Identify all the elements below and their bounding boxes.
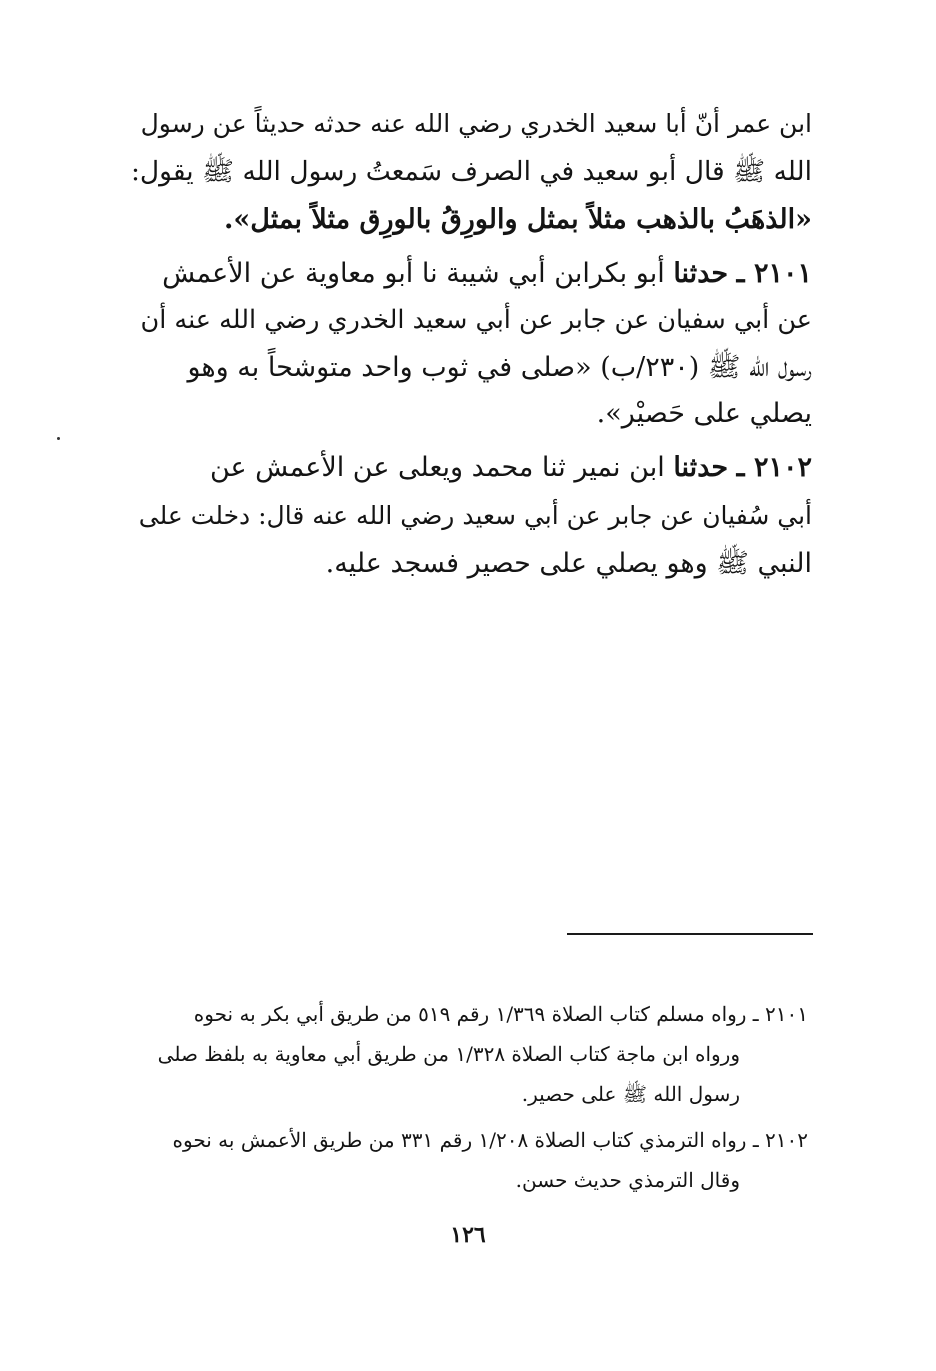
text-line [130,540,812,588]
h2101-line2: عن أبي سفيان عن جابر عن أبي سعيد الخدري رضي الله عنه أن [140,305,812,335]
footnote-2101-line2: ورواه ابن ماجة كتاب الصلاة ١/٣٢٨ من طريق أبي معاوية به بلفظ صلى [157,1042,740,1066]
h2101-line4: يصلي على حَصيْر». [596,398,812,429]
h2101-line1: أبو بكرابن أبي شيبة نا أبو معاوية عن الأعمش [162,258,665,289]
text-line [130,296,812,344]
hadith-number: ٢١٠١ ـ [736,258,812,289]
text-line [130,492,812,540]
footnote-2102-line2: وقال الترمذي حديث حسن. [515,1168,740,1192]
h2102-line2: أبي سُفيان عن جابر عن أبي سعيد رضي الله عنه قال: دخلت على [138,501,812,530]
h2102-line3: النبي ﷺ وهو يصلي على حصير فسجد عليه. [325,548,812,579]
text-line [130,344,812,392]
hadith-2101-heading [130,250,812,298]
p1-line1: ابن عمر أنّ أبا سعيد الخدري رضي الله عنه حدثه حديثاً عن رسول [140,109,812,138]
p1-line2: الله ﷺ قال أبو سعيد في الصرف سَمعتُ رسول الله ﷺ يقول: [130,156,812,187]
hadith-keyword: حدثنا [673,258,729,289]
footnote-separator [567,933,813,935]
footnote-2101-line1: ٢١٠١ ـ رواه مسلم كتاب الصلاة ١/٣٦٩ رقم ٥١٩ من طريق أبي بكر به نحوه [193,1002,808,1026]
hadith-number: ٢١٠٢ ـ [736,452,812,483]
scan-speck [57,437,60,440]
page-number: ١٢٦ [450,1222,486,1248]
text-line [130,148,812,196]
text-line [130,100,812,148]
footnote-2101-line3: رسول الله ﷺ على حصير. [521,1082,740,1106]
h2101-line3: رسول الله ﷺ (٢٣٠/ب) «صلى في ثوب واحد متوشحاً به وهو [187,352,812,383]
text-line [130,196,812,244]
hadith-quote: «الذهَبُ بالذهب مثلاً بمثل والورِقُ بالورِق مثلاً بمثل». [224,204,812,235]
h2102-line1: ابن نمير ثنا محمد ويعلى عن الأعمش عن [209,452,665,483]
hadith-keyword: حدثنا [673,452,729,483]
hadith-2102-heading [130,444,812,492]
text-line [130,390,812,438]
footnote-2102-line1: ٢١٠٢ ـ رواه الترمذي كتاب الصلاة ١/٢٠٨ رقم ٣٣١ من طريق الأعمش به نحوه [172,1128,808,1152]
